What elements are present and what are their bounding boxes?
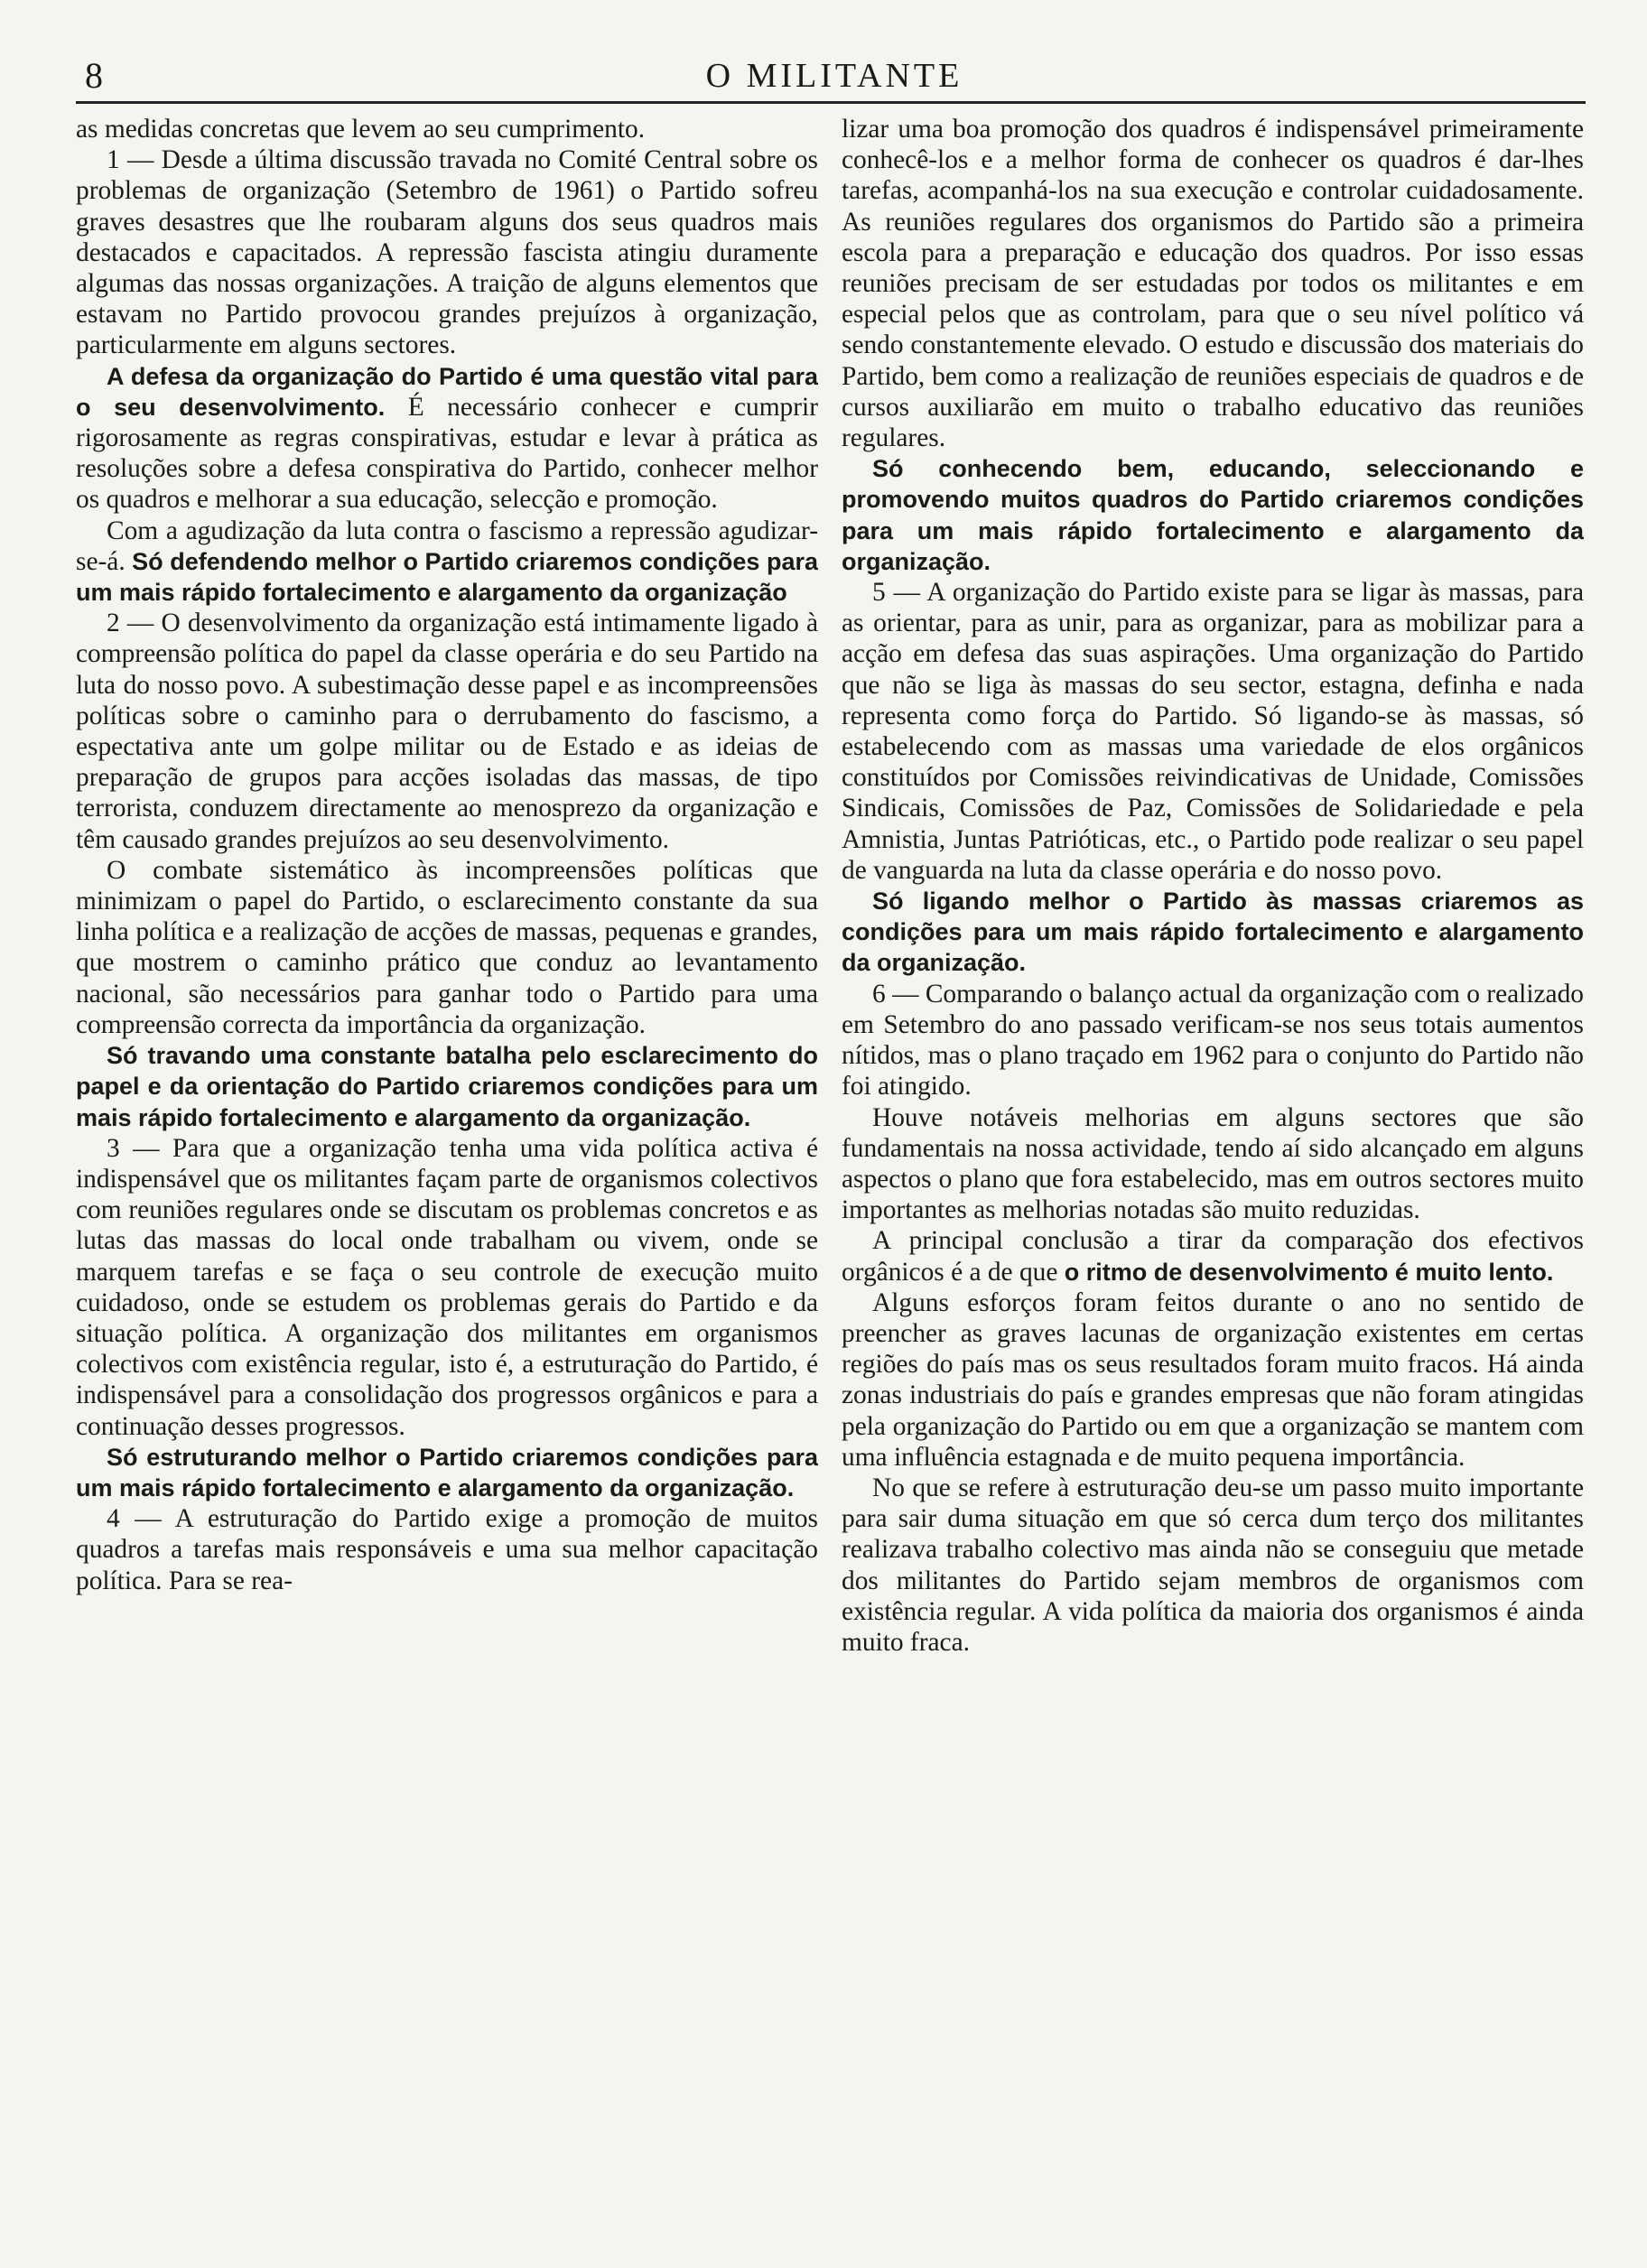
bold-conclusion: Só conhecendo bem, educando, seleccionando e promovendo muitos quadros do Partido criaremos condições para um mais rápido fortalecimento e alargamento da organização.	[842, 455, 1584, 575]
paragraph	[76, 361, 818, 516]
bold-conclusion: Só travando uma constante batalha pelo esclarecimento do papel e da orientação do Partido criaremos condições para um mais rápido fortalecimento e alargamento da organização.	[76, 1042, 818, 1131]
paragraph: as medidas concretas que levem ao seu cumprimento.	[76, 115, 646, 144]
paragraph	[842, 1225, 1584, 1287]
bold-conclusion: Só estruturando melhor o Partido criaremos condições para um mais rápido fortalecimento e alargamento da organização.	[76, 1443, 818, 1501]
paragraph: No que se refere à estruturação deu-se um passo muito importante para sair duma situação em que só cerca dum terço dos militantes realizava trabalho colectivo mas ainda não se conseguiu que metade dos militantes do Partido sejam membros de organismos com existência regular. A vida política da maioria dos organismos é ainda muito fraca.	[842, 1473, 1584, 1657]
paragraph: 3 — Para que a organização tenha uma vida política activa é indispensável que os militantes façam parte de organismos colectivos com reuniões regulares onde se discutam os problemas concretos e as lutas das massas do local onde trabalham ou vivem, onde se marquem tarefas e se faça o seu controle de execução muito cuidadoso, onde se estudem os problemas gerais do Partido e da situação política. A organização dos militantes em organismos colectivos com existência regular, isto é, a estruturação do Partido, é indispensável para a consolidação dos progressos orgânicos e para a continuação desses progressos.	[76, 1133, 818, 1441]
paragraph: 1 — Desde a última discussão travada no Comité Central sobre os problemas de organização (Setembro de 1961) o Partido sofreu graves desastres que lhe roubaram alguns dos seus quadros mais destacados e capacitados. A repressão fascista atingiu duramente algumas das nossas organizações. A traição de alguns elementos que estavam no Partido provocou grandes prejuízos à organização, particularmente em alguns sectores.	[76, 145, 818, 360]
paragraph: 4 — A estruturação do Partido exige a promoção de muitos quadros a tarefas mais responsáveis e uma sua melhor capacitação política. Para se rea-	[76, 1504, 818, 1595]
paragraph: O combate sistemático às incompreensões políticas que minimizam o papel do Partido, o esclarecimento constante da sua linha política e a realização de acções de massas, pequenas e grandes, que mostrem o caminho prático que conduz ao levantamento nacional, são necessários para ganhar todo o Partido para uma compreensão correcta da importância da organização.	[76, 855, 818, 1039]
paragraph	[76, 516, 818, 609]
bold-conclusion: A defesa da organização do Partido é uma questão vital para o seu desenvolvimento.	[76, 362, 818, 421]
paragraph: 5 — A organização do Partido existe para se ligar às massas, para as orientar, para as unir, para as organizar, para as mobilizar para a acção em defesa das suas aspirações. Uma organização do Partido que não se liga às massas do seu sector, estagna, definha e nada representa como força do Partido. Só ligando-se às massas, só estabelecendo com as massas uma variedade de elos orgânicos constituídos por Comissões reivindicativas de Unidade, Comissões Sindicais, Comissões de Paz, Comissões de Solidariedade e pela Amnistia, Juntas Patrióticas, etc., o Partido pode realizar o seu papel de vanguarda na luta da classe operária e do nosso povo.	[842, 578, 1584, 885]
bold-conclusion: Só ligando melhor o Partido às massas criaremos as condições para um mais rápido fortalecimento e alargamento da organização.	[842, 888, 1584, 977]
paragraph-text: A principal conclusão a tirar da comparação dos efectivos orgânicos é a de que	[842, 1226, 1584, 1287]
page-number: 8	[85, 55, 103, 96]
paragraph-text: Com a agudização da luta contra o fascismo a repressão agudizar-se-á.	[76, 516, 818, 576]
paragraph: 2 — O desenvolvimento da organização está intimamente ligado à compreensão política do papel da classe operária e do seu Partido na luta do nosso povo. A subestimação desse papel e as incompreensões políticas sobre o caminho para o derrubamento do fascismo, a espectativa ante um golpe militar ou de Estado e as ideias de preparação de grupos para acções isoladas das massas, de tipo terrorista, conduzem directamente ao menosprezo da organização e têm causado grandes prejuízos ao seu desenvolvimento.	[76, 609, 818, 854]
bold-conclusion: o ritmo de desenvolvimento é muito lento.	[1064, 1258, 1554, 1286]
header-rule	[76, 101, 1586, 104]
paragraph: Alguns esforços foram feitos durante o ano no sentido de preencher as graves lacunas de organização existentes em certas regiões do país mas os seus resultados foram muito fracos. Há ainda zonas industriais do país e grandes empresas que não foram atingidas pela organização do Partido ou em que a organização se mantem com uma influência estagnada e de muito pequena importância.	[842, 1287, 1584, 1472]
paragraph-text: É necessário conhecer e cumprir rigorosamente as regras conspirativas, estudar e levar à prática as resoluções sobre a defesa conspirativa do Partido, conhecer melhor os quadros e melhorar a sua educação, selecção e promoção.	[76, 392, 818, 515]
page-header	[76, 52, 1593, 99]
left-column	[76, 114, 818, 2226]
paragraph: lizar uma boa promoção dos quadros é indispensável primeiramente conhecê-los e a melhor forma de conhecer os quadros é dar-lhes tarefas, acompanhá-los na sua execução e controlar cuidadosamente. As reuniões regulares dos organismos do Partido são a primeira escola para a preparação e educação dos quadros. Por isso essas reuniões precisam de ser estudadas por todos os militantes e em especial pelos que as controlam, para que o seu nível político vá sendo constantemente elevado. O estudo e discussão dos materiais do Partido, bem como a realização de reuniões especiais de quadros e de cursos auxiliarão em muito o trabalho educativo das reuniões regulares.	[842, 115, 1584, 453]
journal-title: O MILITANTE	[705, 57, 963, 95]
paragraph: Houve notáveis melhorias em alguns sectores que são fundamentais na nossa actividade, tendo aí sido alcançado em alguns aspectos o plano que fora estabelecido, mas em outros sectores muito importantes as melhorias notadas são muito reduzidas.	[842, 1102, 1584, 1225]
right-column	[842, 114, 1584, 2226]
bold-conclusion: Só defendendo melhor o Partido criaremos condições para um mais rápido fortalecimento e alargamento da organização	[76, 547, 818, 607]
paragraph: 6 — Comparando o balanço actual da organização com o realizado em Setembro do ano passado verificam-se nos seus totais aumentos nítidos, mas o plano traçado em 1962 para o conjunto do Partido não foi atingido.	[842, 979, 1584, 1101]
